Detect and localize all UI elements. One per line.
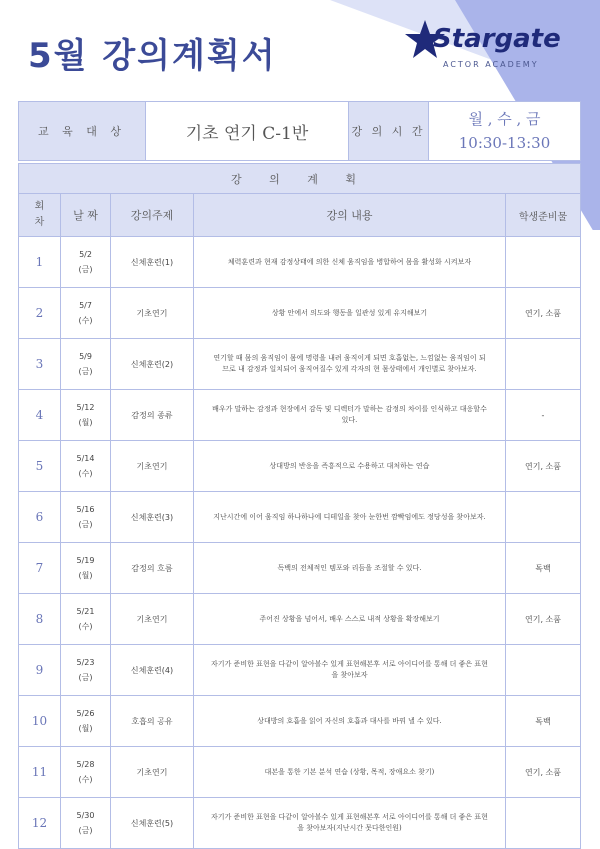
session-content: 상대방의 호흡을 읽어 자신의 호흡과 대사를 바꿔 낼 수 있다. bbox=[194, 696, 506, 747]
session-day: (금) bbox=[78, 826, 93, 835]
session-topic: 신체훈련(1) bbox=[111, 237, 194, 288]
table-row bbox=[19, 288, 581, 339]
logo-wordmark: Stargate bbox=[433, 24, 561, 54]
session-content: 자기가 준비한 표현을 다같이 알아볼수 있게 표현해본후 서로 아이디어를 통해 더 좋은 표현을 찾아보자(지난시간 못다한인원) bbox=[194, 798, 506, 849]
col-header-no: 회 차 bbox=[19, 194, 61, 237]
session-day: (금) bbox=[78, 367, 93, 376]
session-date-cell bbox=[61, 441, 111, 492]
session-day: (월) bbox=[78, 418, 93, 427]
lecture-plan-table bbox=[18, 163, 581, 849]
time-label: 강 의 시 간 bbox=[349, 102, 429, 161]
col-header-topic: 강의주제 bbox=[111, 194, 194, 237]
schedule-days: 월 , 수 , 금 bbox=[468, 110, 541, 128]
session-materials: 독백 bbox=[506, 696, 581, 747]
target-value: 기초 연기 C-1반 bbox=[146, 102, 349, 161]
session-number: 3 bbox=[19, 339, 61, 390]
session-date-cell bbox=[61, 237, 111, 288]
session-date: 5/16 bbox=[76, 505, 95, 514]
session-number: 12 bbox=[19, 798, 61, 849]
session-content: 자기가 준비한 표현을 다같이 알아볼수 있게 표현해본후 서로 아이디어를 통해 더 좋은 표현을 찾아보자 bbox=[194, 645, 506, 696]
session-content: 주어진 상황을 넘어서, 배우 스스로 내적 상황을 확장해보기 bbox=[194, 594, 506, 645]
session-day: (수) bbox=[78, 316, 93, 325]
session-number: 2 bbox=[19, 288, 61, 339]
session-day: (금) bbox=[78, 265, 93, 274]
session-content: 대본을 통한 기본 분석 연습 (상황, 목적, 장애요소 찾기) bbox=[194, 747, 506, 798]
session-date: 5/30 bbox=[76, 811, 95, 820]
session-topic: 신체훈련(4) bbox=[111, 645, 194, 696]
session-number: 1 bbox=[19, 237, 61, 288]
table-row bbox=[19, 747, 581, 798]
session-topic: 기초연기 bbox=[111, 288, 194, 339]
session-date-cell bbox=[61, 645, 111, 696]
session-date: 5/9 bbox=[79, 352, 92, 361]
session-content: 상황 안에서 의도와 행동을 일관성 있게 유지해보기 bbox=[194, 288, 506, 339]
session-day: (금) bbox=[78, 520, 93, 529]
table-row bbox=[19, 594, 581, 645]
session-materials bbox=[506, 645, 581, 696]
session-number: 6 bbox=[19, 492, 61, 543]
table-row bbox=[19, 390, 581, 441]
table-row bbox=[19, 339, 581, 390]
session-date: 5/23 bbox=[76, 658, 95, 667]
session-number: 7 bbox=[19, 543, 61, 594]
session-topic: 호흡의 공유 bbox=[111, 696, 194, 747]
session-date-cell bbox=[61, 747, 111, 798]
page-title: 5월 강의계획서 bbox=[28, 36, 277, 76]
session-date-cell bbox=[61, 492, 111, 543]
session-topic: 기초연기 bbox=[111, 747, 194, 798]
session-materials: 연기, 소품 bbox=[506, 747, 581, 798]
session-content: 배우가 말하는 감정과 현장에서 감독 및 디렉터가 말하는 감정의 차이를 인식하고 대응할수 있다. bbox=[194, 390, 506, 441]
session-day: (금) bbox=[78, 673, 93, 682]
session-day: (월) bbox=[78, 724, 93, 733]
session-date: 5/26 bbox=[76, 709, 95, 718]
session-day: (수) bbox=[78, 622, 93, 631]
session-materials: 연기, 소품 bbox=[506, 594, 581, 645]
session-date-cell bbox=[61, 288, 111, 339]
session-materials bbox=[506, 339, 581, 390]
table-row bbox=[19, 441, 581, 492]
session-number: 11 bbox=[19, 747, 61, 798]
session-number: 8 bbox=[19, 594, 61, 645]
session-date-cell bbox=[61, 798, 111, 849]
session-topic: 기초연기 bbox=[111, 441, 194, 492]
session-topic: 감정의 종류 bbox=[111, 390, 194, 441]
session-content: 상대방의 반응을 즉흥적으로 수용하고 대처하는 연습 bbox=[194, 441, 506, 492]
table-row bbox=[19, 696, 581, 747]
session-date: 5/28 bbox=[76, 760, 95, 769]
session-day: (수) bbox=[78, 775, 93, 784]
session-materials bbox=[506, 492, 581, 543]
session-number: 9 bbox=[19, 645, 61, 696]
session-date-cell bbox=[61, 339, 111, 390]
table-row bbox=[19, 237, 581, 288]
table-row bbox=[19, 798, 581, 849]
session-date: 5/7 bbox=[79, 301, 92, 310]
session-day: (월) bbox=[78, 571, 93, 580]
col-header-date: 날 짜 bbox=[61, 194, 111, 237]
table-row bbox=[19, 492, 581, 543]
stargate-logo bbox=[403, 14, 583, 74]
col-header-prep: 학생준비물 bbox=[506, 194, 581, 237]
session-topic: 신체훈련(3) bbox=[111, 492, 194, 543]
logo-subtitle: ACTOR ACADEMY bbox=[443, 60, 539, 69]
course-info-table bbox=[18, 101, 581, 161]
session-materials: 연기, 소품 bbox=[506, 441, 581, 492]
table-row bbox=[19, 543, 581, 594]
session-content: 독백의 전체적인 템포와 리듬을 조절할 수 있다. bbox=[194, 543, 506, 594]
schedule-time: 10:30-13:30 bbox=[458, 134, 551, 152]
target-label: 교 육 대 상 bbox=[19, 102, 146, 161]
session-date-cell bbox=[61, 390, 111, 441]
session-date-cell bbox=[61, 543, 111, 594]
session-topic: 감정의 흐름 bbox=[111, 543, 194, 594]
session-number: 5 bbox=[19, 441, 61, 492]
session-topic: 신체훈련(2) bbox=[111, 339, 194, 390]
session-content: 체력훈련과 현재 감정상태에 의한 신체 움직임을 병합하여 몸을 활성화 시켜보자 bbox=[194, 237, 506, 288]
session-date: 5/2 bbox=[79, 250, 92, 259]
session-topic: 신체훈련(5) bbox=[111, 798, 194, 849]
session-materials bbox=[506, 237, 581, 288]
session-date-cell bbox=[61, 594, 111, 645]
plan-title: 강 의 계 획 bbox=[19, 164, 581, 194]
session-materials bbox=[506, 798, 581, 849]
session-date: 5/19 bbox=[76, 556, 95, 565]
session-number: 4 bbox=[19, 390, 61, 441]
schedule-cell bbox=[429, 102, 581, 161]
table-row bbox=[19, 645, 581, 696]
session-date: 5/12 bbox=[76, 403, 95, 412]
session-materials: 독백 bbox=[506, 543, 581, 594]
session-materials: - bbox=[506, 390, 581, 441]
session-content: 연기할 때 몸의 움직임이 몸에 명령을 내려 움직이게 되면 호흡없는, 느낌없는 움직임이 되므로 내 감정과 일치되어 움직여질수 있게 각자의 현 몸상태에서 개인별로 찾아보자. bbox=[194, 339, 506, 390]
session-day: (수) bbox=[78, 469, 93, 478]
session-date-cell bbox=[61, 696, 111, 747]
session-content: 지난시간에 이어 움직임 하나하나에 디테일을 찾아 눈한번 깜빡임에도 정당성을 찾아보자. bbox=[194, 492, 506, 543]
session-date: 5/14 bbox=[76, 454, 95, 463]
session-date: 5/21 bbox=[76, 607, 95, 616]
col-header-content: 강의 내용 bbox=[194, 194, 506, 237]
session-topic: 기초연기 bbox=[111, 594, 194, 645]
session-number: 10 bbox=[19, 696, 61, 747]
session-materials: 연기, 소품 bbox=[506, 288, 581, 339]
